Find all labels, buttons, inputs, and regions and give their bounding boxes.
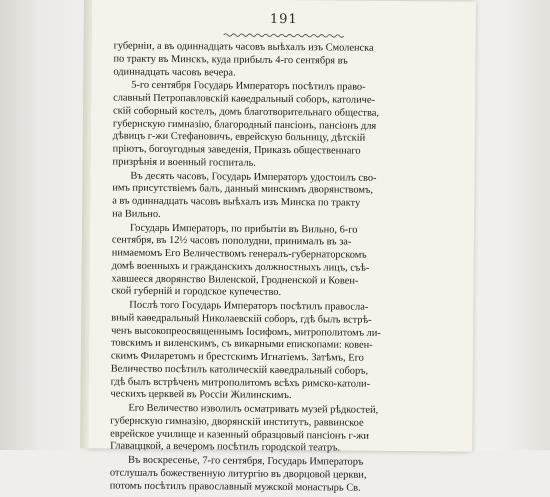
text-line: имъ присутствіемъ балъ, данный минскимъ дворянствомъ, <box>112 182 374 197</box>
paragraph <box>111 222 452 301</box>
text-line: пріютъ, богоугодныя заведенія, Приказъ общественнаго <box>112 143 361 157</box>
book-page <box>88 0 476 494</box>
text-line: призрѣнія и военный госпиталь. <box>112 156 256 169</box>
text-line: губернскую гимназію, дворянскій институтъ, раввинское <box>110 415 364 429</box>
text-line: ческихъ церквей въ Россіи Жилинскимъ. <box>110 388 292 402</box>
text-line: Главаццкой, а вечеромъ посѣтилъ городской театръ. <box>110 440 341 454</box>
paragraph <box>113 41 453 82</box>
text-line: отслушалъ божественную литургію въ дворцовой церкви, <box>109 467 367 481</box>
paragraph <box>113 80 454 172</box>
text-line: Въ воскресенье, 7-го сентября, Государь Императоръ <box>127 454 364 468</box>
text-line: Государь Императоръ, по прибытіи въ Вильно, 6-го <box>129 222 358 236</box>
text-line: Величество посѣтилъ католическій каѳедральный соборъ, <box>110 363 369 377</box>
text-line: ской губерній и городское купечество. <box>111 285 282 299</box>
text-line: потомъ посѣтилъ православный мужской монастырь Св. <box>109 479 361 494</box>
text-line: губерніи, а въ одиннадцать часовъ выѣхалъ изъ Смоленска <box>113 40 374 54</box>
text-line: 5-го сентября Государь Императоръ посѣтилъ право- <box>131 79 366 93</box>
text-line: по тракту въ Минскъ, куда прибылъ 4-го сентября въ <box>113 53 348 67</box>
paragraph <box>110 403 450 457</box>
page-number: 191 <box>269 11 298 28</box>
text-line: губернскую гимназію, благородный пансіонъ, пансіонъ для <box>112 118 377 132</box>
header-wavy-rule <box>224 32 344 38</box>
text-line: дѣвицъ г-жи Стефановичъ, еврейскую больницу, дѣтскій <box>112 130 366 144</box>
text-line: еврейское училище и казенный образцовый пансіонъ г-жи <box>110 428 369 442</box>
text-line: славный Петропавловскій каѳедральный соборъ, католиче- <box>113 92 376 106</box>
text-line: гдѣ былъ встрѣченъ митрополитомъ всѣхъ римско-католи- <box>110 376 371 390</box>
text-line: хавшееся дворянство Виленской, Гродненской и Ковен- <box>111 273 359 287</box>
text-line: Его Величество изволилъ осматривать музей рѣдкостей, <box>128 402 379 416</box>
text-line: а въ одиннадцать часовъ выѣхалъ изъ Минска по тракту <box>112 195 361 209</box>
text-line: Послѣ того Государь Императоръ посѣтилъ правосла- <box>129 299 369 313</box>
text-line: на Вильно. <box>112 208 161 220</box>
text-line: сентября, въ 12½ часовъ пополудни, принималъ въ за- <box>111 234 352 248</box>
text-line: товскимъ и виленскимъ, съ викарными епископами: ковен- <box>110 337 373 352</box>
text-line: одиннадцать часовъ вечера. <box>113 66 236 79</box>
text-line: нимаемомъ Его Величествомъ генералъ-губернаторскомъ <box>111 247 367 261</box>
page-text <box>110 41 454 497</box>
text-line: скимъ Филаретомъ и брестскимъ Игнатіемъ. Затѣмъ, Его <box>110 350 364 364</box>
paragraph <box>112 170 452 224</box>
text-line: скій соборный костелъ, домъ благотворительнаго общества, <box>112 105 380 119</box>
text-line: вный каѳедральный Николаевскій соборъ, гдѣ былъ встрѣ- <box>111 312 372 326</box>
text-line: домѣ военныхъ и гражданскихъ должностныхъ лицъ, съѣ- <box>111 260 370 274</box>
paragraph <box>110 300 451 405</box>
text-line: ченъ высокопреосвященнымъ Іосифомъ, митрополитомъ ли- <box>111 325 381 339</box>
text-line: Въ десять часовъ, Государь Императоръ удостоилъ сво- <box>130 170 377 184</box>
paragraph <box>110 454 450 495</box>
